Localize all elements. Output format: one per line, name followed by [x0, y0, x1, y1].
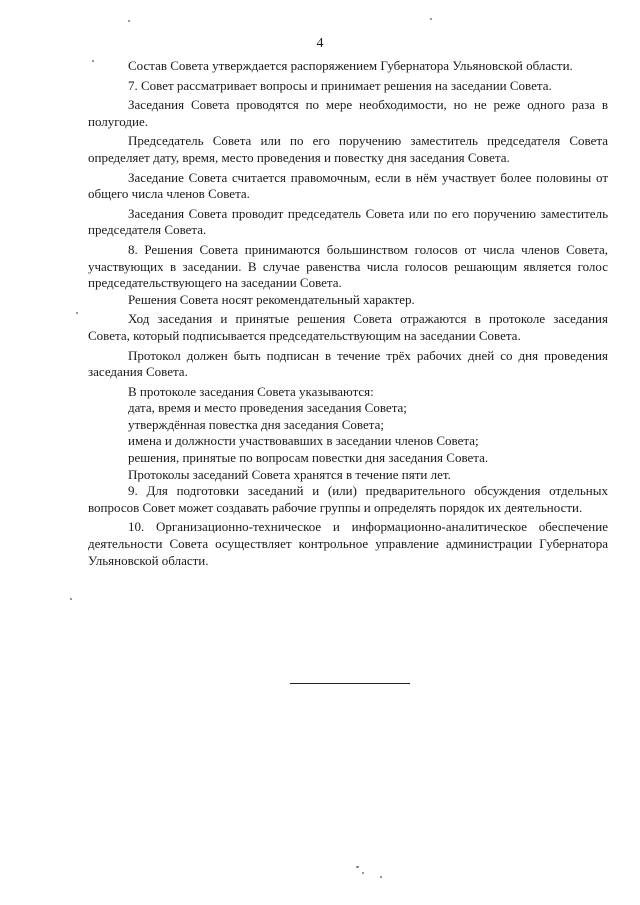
paragraph-meeting-frequency: Заседания Совета проводятся по мере необходимости, но не реже одного раза в полугодие.	[88, 97, 608, 129]
paragraph-quorum: Заседание Совета считается правомочным, если в нём участвует более половины от общего числа членов Совета.	[88, 169, 608, 202]
scan-speck	[128, 20, 130, 22]
paragraph-item-8: 8. Решения Совета принимаются большинством голосов от числа членов Совета, участвующих в заседании. В случае равенства числа голосов решающим является голос председательствующего на заседании Совета.	[88, 241, 608, 291]
paragraph-meeting-scheduling: Председатель Совета или по его поручению заместитель председателя Совета определяет дату, время, место проведения и повестку дня заседания Совета.	[88, 133, 608, 165]
paragraph-minutes-signing: Протокол должен быть подписан в течение трёх рабочих дней со дня проведения заседания Совета.	[88, 347, 608, 380]
document-body	[88, 58, 608, 569]
list-item-decisions: решения, принятые по вопросам повестки дня заседания Совета.	[128, 450, 489, 466]
page-number: 4	[316, 36, 324, 51]
paragraph-minutes: Ход заседания и принятые решения Совета отражаются в протоколе заседания Совета, который подписывается председательствующим на заседании Совета.	[88, 311, 608, 343]
paragraph-council-composition: Состав Совета утверждается распоряжением Губернатора Ульяновской области.	[128, 58, 573, 73]
list-item-participants: имена и должности участвовавших в заседании членов Совета;	[128, 433, 479, 449]
scan-speck	[92, 60, 94, 62]
end-of-text-divider	[290, 683, 410, 684]
paragraph-item-7: 7. Совет рассматривает вопросы и принимает решения на заседании Совета.	[128, 77, 552, 93]
paragraph-item-9: 9. Для подготовки заседаний и (или) предварительного обсуждения отдельных вопросов Совет может создавать рабочие группы и определять порядок их деятельности.	[88, 483, 608, 515]
list-item-date-time-place: дата, время и место проведения заседания Совета;	[128, 400, 407, 416]
paragraph-item-10: 10. Организационно-техническое и информационно-аналитическое обеспечение деятельности Совета осуществляет контрольное управление администрации Губернатора Ульяновской области.	[88, 519, 608, 568]
scan-speck	[70, 598, 72, 600]
paragraph-chairing: Заседания Совета проводит председатель Совета или по его поручению заместитель председателя Совета.	[88, 205, 608, 238]
list-item-agenda: утверждённая повестка дня заседания Совета;	[128, 416, 384, 432]
scan-speck	[380, 876, 382, 878]
paragraph-minutes-storage: Протоколы заседаний Совета хранятся в течение пяти лет.	[128, 466, 451, 482]
scan-speck	[356, 866, 359, 868]
scan-speck	[430, 18, 432, 20]
paragraph-advisory-nature: Решения Совета носят рекомендательный характер.	[128, 291, 415, 307]
paragraph-minutes-contents: В протоколе заседания Совета указываются:	[128, 383, 374, 399]
scan-speck	[362, 872, 364, 874]
scan-speck	[76, 312, 78, 314]
